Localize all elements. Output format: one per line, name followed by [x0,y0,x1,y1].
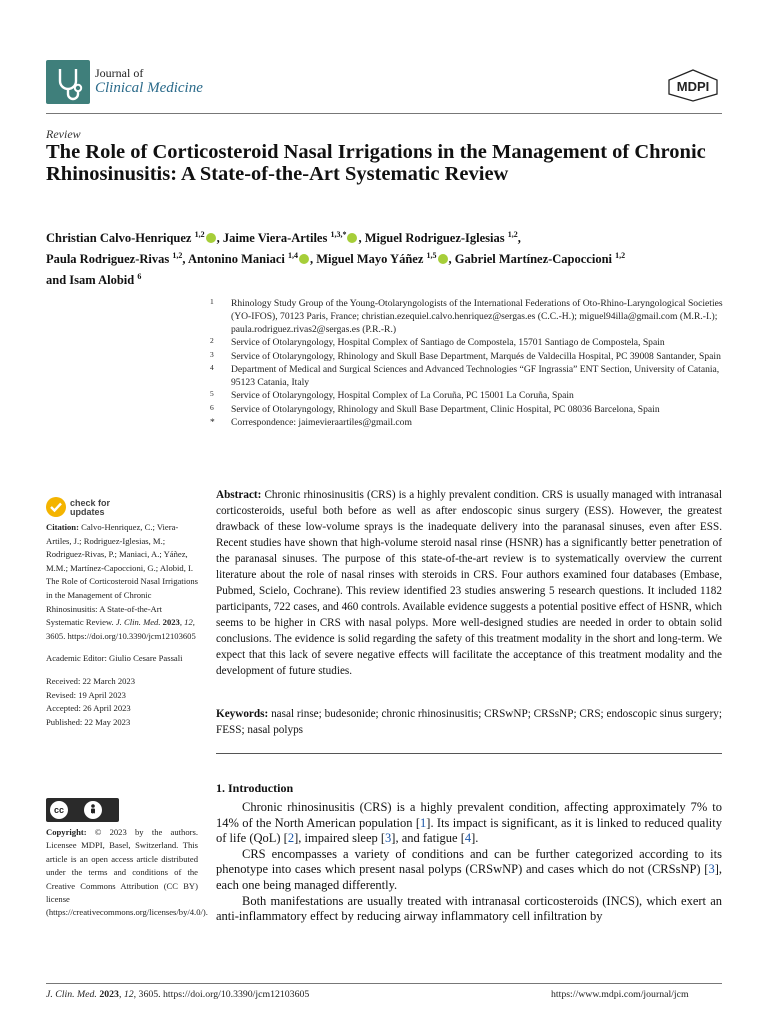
paragraph: Both manifestations are usually treated with intranasal corticosteroids (INCS), which exert an anti-inflammatory effect by reducing airway inflammatory cell infiltration by [216,893,722,924]
affiliation-item [210,351,730,364]
orcid-icon[interactable] [438,254,448,264]
author-name[interactable]: Christian Calvo-Henriquez [46,231,192,246]
affiliation-text: Service of Otolaryngology, Hospital Complex of La Coruña, PC 15001 La Coruña, Spain [231,390,574,402]
author-affiliation-sup: 1,2 [507,230,518,239]
citation-journal: J. Clin. Med. [115,617,161,628]
academic-editor: Academic Editor: Giulio Cesare Passali [46,653,183,664]
affiliation-number: 3 [210,349,214,359]
paragraph: Chronic rhinosinusitis (CRS) is a highly prevalent condition, affecting approximately 7% to 14% of the North American population [1]. Its impact is significant, as it is linked to reduced quality of life (QoL) [2], impaired sleep [3], and fatigue [4]. [216,800,722,846]
affiliation-number: 4 [210,363,214,373]
article-title: The Role of Corticosteroid Nasal Irrigations in the Management of Chronic Rhinosinusitis: A State-of-the-Art Systematic Review [46,141,706,185]
article-type: Review [46,127,81,141]
introduction-body [216,800,722,925]
author-name[interactable]: Gabriel Martínez-Capoccioni [454,252,613,267]
stethoscope-icon [46,60,90,104]
affiliation-item [210,337,730,350]
affiliation-item [210,390,730,403]
received-date: Received: 22 March 2023 [46,675,136,686]
author-list: Christian Calvo-Henriquez $^{1,2}$ , Jaime Viera-Artiles $^{1,3,*}$ , Miguel Rodriguez-Iglesias $^{1,2}$, Paula Rodriguez-Rivas $^{1,2}$, Antonino Maniaci $^{1,4}$ , Miguel Mayo Yáñez $^{1,5}$ , Gabriel Martínez-Capoccioni $^{1,2}$ and Isam Alobid $^6$ [46,230,626,288]
copyright-label: Copyright: [46,827,87,837]
footer-doi-link[interactable]: , 3605. https://doi.org/10.3390/jcm12103605 [133,989,310,1000]
keywords-label: Keywords: [216,708,269,720]
reference-link[interactable]: 3 [708,862,715,877]
affiliation-item [210,404,730,417]
journal-logo [46,60,90,104]
affiliation-text: Rhinology Study Group of the Young-Otolaryngologists of the International Federations of Oto-Rhino-Laryngological Societies (YO-IFOS), 70123 Paris, France; christian.ezequiel.calvo.henriquez@sergas.es (C.C.-H.); miguel94illa@gmail.com (M.R.-I.); paula.rodriguez.rivas2@sergas.es (P.R.-R.) [231,298,723,335]
journal-url-link[interactable]: https://www.mdpi.com/journal/jcm [551,989,689,1000]
reference-link[interactable]: 4 [464,831,472,846]
orcid-icon[interactable] [206,233,216,243]
citation: Citation: Calvo-Henriquez, C.; Viera-Artiles, J.; Rodriguez-Iglesias, M.; Rodriguez-Rivas, P.; Maniaci, A.; Yáñez, M.M.; Martínez-Capoccioni, G.; Alobid, I. The Role of Corticosteroid Nasal Irrigations in the Management of Chronic Rhinosinusitis: A State-of-the-Art Systematic Review. J. Clin. Med. 2023, 12, 3605. https://doi.org/10.3390/jcm12103605 [46,522,199,641]
affiliation-text: Department of Medical and Surgical Sciences and Advanced Technologies “GF Ingrassia” ENT Section, University of Catania, 95123 Catania, Italy [231,364,720,388]
copyright-notice [46,826,208,920]
check-icon [46,497,66,517]
orcid-icon[interactable] [299,254,309,264]
affiliation-number: 2 [210,336,214,346]
reference-link[interactable]: 3 [385,831,392,846]
author-affiliation-sup: 1,4 [287,251,298,261]
mdpi-logo-text: MDPI [676,79,710,94]
creative-commons-icon: cc [50,801,68,819]
correspondence-text: Correspondence: jaimevieraartiles@gmail.com [231,417,412,429]
author-name[interactable]: Miguel Mayo Yáñez [316,252,424,267]
author-affiliation-sup: 1,2 [194,230,205,239]
footer-divider [46,983,722,984]
copyright-text: © 2023 by the authors. Licensee MDPI, Basel, Switzerland. This article is an open access article distributed under the terms and conditions of the Creative Commons Attribution (CC BY) license (https://creativecommons.org/licenses/by/4.0/). [46,827,208,918]
author-name[interactable]: Paula Rodriguez-Rivas [46,252,170,267]
header-divider [46,113,722,114]
journal-of-label: Journal of [95,66,144,80]
citation-text: Calvo-Henriquez, C.; Viera-Artiles, J.; Rodriguez-Iglesias, M.; Rodriguez-Rivas, P.; Maniaci, A.; Yáñez, M.M.; Martínez-Capoccioni, G.; Alobid, I. The Role of Corticosteroid Nasal Irrigations in the Management of Chronic Rhinosinusitis: A State-of-the-Art Systematic Review. [46,522,199,628]
footer-citation: J. Clin. Med. 2023, 12, 3605. https://doi.org/10.3390/jcm12103605 [46,989,310,1000]
citation-year: 2023 [162,617,180,628]
correspondence-item [210,417,730,430]
footer-volume: 12 [123,989,134,1000]
paragraph: CRS encompasses a variety of conditions and can be further categorized according to its phenotype into cases which present nasal polyps (CRSwNP) and cases which do not (CRSsNP) [3], each one being managed differently. [216,846,722,892]
footer-year: 2023 [99,989,119,1000]
keywords [216,706,722,738]
citation-label: Citation: [46,522,79,532]
orcid-icon[interactable] [347,233,357,243]
revised-date: Revised: 19 April 2023 [46,689,126,700]
published-date: Published: 22 May 2023 [46,716,131,727]
reference-link[interactable]: 1 [420,815,427,830]
journal-name: Clinical Medicine [95,80,203,96]
author-name[interactable]: Miguel Rodriguez-Iglesias [364,231,505,246]
affiliation-item [210,364,730,390]
article-sidebar [46,521,201,729]
updates-label: updates [70,507,105,517]
author-name[interactable]: Jaime Viera-Artiles [222,231,328,246]
keywords-text: nasal rinse; budesonide; chronic rhinosinusitis; CRSwNP; CRSsNP; CRS; endoscopic sinus surgery; FESS; nasal polyps [216,708,722,736]
abstract-text: Chronic rhinosinusitis (CRS) is a highly prevalent condition. CRS is usually managed with intranasal corticosteroids, useful both before as well as after endoscopic sinus surgery (ESS). However, the greatest drawback of these low-volume sprays is the inadequate delivery into the paranasal sinuses, even after ESS. Recent studies have shown that high-volume steroid nasal rinse (HSNR) has a significantly better penetration of the paranasal sinuses. The purpose of this state-of-the-art review is to systematically overview the current literature about the role of nasal rinses with steroids in CRS. Four authors examined four databases (Embase, Pubmed, Scielo, Cochrane). This review identified 23 studies answering 5 research questions. It included 1182 participants, 722 cases, and 460 controls. Available evidence suggests a potential positive effect of HSNR, which seems to be higher in CRS with nasal polyps. More well-designed studies are needed in order to obtain solid conclusions. The evidence is solid regarding the safety of this treatment modality in the short and long-term. We expect that this lack of severe negative effects will facilitate the acceptance of this treatment modality and the development of future studies. [216,489,722,677]
check-for-label: check for [70,498,111,508]
reference-link[interactable]: 2 [287,831,295,846]
affiliations [210,298,730,431]
introduction-heading: 1. Introduction [216,781,294,795]
affiliation-number: 5 [210,389,214,399]
section-divider [216,753,722,754]
author-name[interactable]: Antonino Maniaci [187,252,285,267]
footer-journal: J. Clin. Med. [46,989,97,1000]
cc-by-label: BY [89,813,97,819]
mdpi-logo[interactable] [665,68,721,102]
affiliation-text: Service of Otolaryngology, Rhinology and Skull Base Department, Clinic Hospital, PC 08036 Barcelona, Spain [231,403,660,415]
cc-by-license-badge[interactable] [46,798,119,822]
author-affiliation-sup: 1,2 [172,251,183,261]
affiliation-number: 6 [210,402,214,412]
affiliation-text: Service of Otolaryngology, Rhinology and Skull Base Department, Marqués de Valdecilla Hospital, PC 39008 Santander, Spain [231,350,721,362]
author-affiliation-sup: 6 [137,272,142,282]
author-affiliation-sup: 1,3,* [330,230,347,239]
author-affiliation-sup: 1,5 [426,251,437,261]
author-name[interactable]: Isam Alobid [69,273,135,288]
citation-doi[interactable]: , 3605. https://doi.org/10.3390/jcm12103605 [46,617,196,641]
citation-volume: 12 [184,617,193,628]
affiliation-number: 1 [210,297,214,306]
author-affiliation-sup: 1,2 [615,251,626,261]
affiliation-text: Service of Otolaryngology, Hospital Complex of Santiago de Compostela, 15701 Santiago de Compostela, Spain [231,337,665,349]
accepted-date: Accepted: 26 April 2023 [46,703,131,714]
abstract [216,487,722,679]
affiliation-item [210,298,730,337]
abstract-label: Abstract: [216,489,262,501]
correspondence-marker: * [210,418,215,429]
